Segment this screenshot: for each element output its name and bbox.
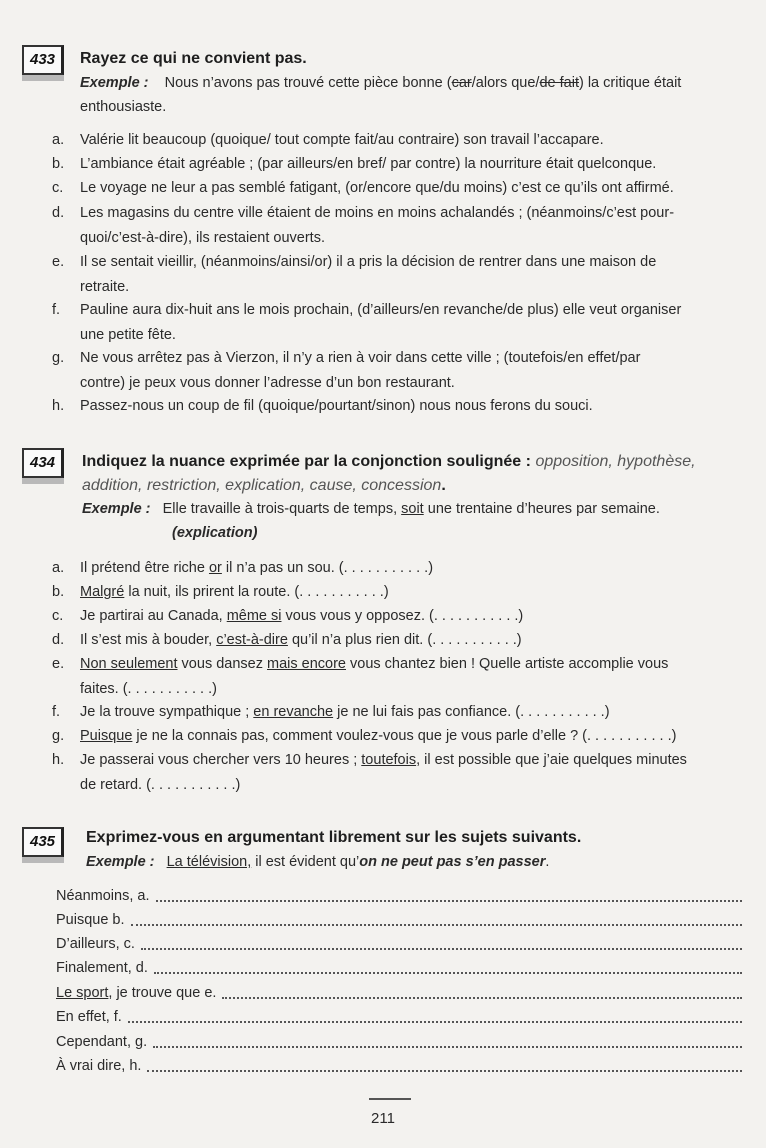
item-text: il n’a pas un sou. — [221, 560, 339, 576]
list-item — [52, 128, 752, 153]
item-text: Je la trouve sympathique ; — [80, 704, 254, 720]
answer-blank[interactable]: (. . . . . . . . . . .) — [146, 776, 241, 793]
list-item — [52, 176, 752, 201]
answer-line[interactable] — [56, 932, 746, 957]
item-text: Les magasins du centre ville étaient de moins en moins achalandés ; (néanmoins/c’est pour- — [80, 205, 675, 221]
dotted-line — [128, 1005, 742, 1023]
item-text: vous chantez bien ! Quelle artiste accomplie vous — [346, 656, 669, 672]
answer-blank[interactable]: (. . . . . . . . . . .) — [427, 632, 522, 648]
dotted-line — [131, 908, 742, 926]
item-letter: b. — [52, 156, 65, 172]
answer-blank[interactable]: (. . . . . . . . . . .) — [338, 560, 434, 576]
underlined-conjunction: or — [208, 560, 222, 576]
page-number-rule — [369, 1098, 411, 1100]
list-item — [52, 298, 752, 347]
page-number: 211 — [371, 1110, 395, 1127]
item-text: Il s’est mis à bouder, — [80, 632, 217, 648]
item-letter: d. — [52, 632, 65, 648]
underlined-conjunction: même si — [226, 608, 282, 624]
underlined-conjunction: toutefois — [361, 752, 417, 768]
item-text: , il est possible que j’aie quelques minutes — [416, 752, 687, 768]
exercise-number-badge: 435 — [22, 827, 64, 857]
item-letter: f. — [52, 704, 61, 720]
item-text: Le voyage ne leur a pas semblé fatigant, (or/encore que/du moins) c’est ce qu’ils ont affirmé. — [80, 180, 674, 196]
item-letter: h. — [52, 752, 65, 768]
dotted-line — [141, 932, 742, 950]
answer-line[interactable] — [56, 956, 746, 981]
item-text: je ne la connais pas, comment voulez-vous que je vous parle d’elle ? — [132, 728, 583, 744]
item-text: L’ambiance était agréable ; (par ailleurs/en bref/ par contre) la nourriture était quelconque. — [80, 156, 657, 172]
item-text: la nuit, ils prirent la route. — [124, 584, 295, 600]
answer-blank[interactable]: (. . . . . . . . . . .) — [122, 680, 217, 697]
underlined-conjunction: c’est-à-dire — [216, 632, 288, 648]
item-text: quoi/c’est-à-dire), ils restaient ouverts. — [80, 229, 325, 246]
answer-line[interactable] — [56, 884, 746, 909]
instruction-options: opposition, hypothèse, — [535, 453, 696, 470]
instruction-options: addition, restriction, explication, cause, concession — [82, 477, 442, 494]
answer-blank[interactable]: (. . . . . . . . . . .) — [429, 608, 524, 624]
exercise-number-badge: 433 — [22, 45, 64, 75]
example-text: . — [545, 854, 550, 870]
example-text: il est évident qu’ — [251, 854, 360, 870]
answer-line[interactable] — [56, 1030, 746, 1055]
dotted-line — [147, 1054, 742, 1072]
list-item — [52, 201, 752, 250]
answer-lead: Puisque b. — [56, 912, 125, 928]
underlined-conjunction: Non seulement — [80, 656, 178, 672]
list-item — [52, 250, 752, 299]
underlined-topic: Le sport — [56, 985, 109, 1001]
answer-blank[interactable]: (. . . . . . . . . . .) — [582, 728, 677, 744]
answer-line[interactable] — [56, 908, 746, 933]
item-text: de retard. — [80, 776, 147, 793]
struck-word: de fait — [539, 75, 579, 91]
answer-line[interactable] — [56, 981, 746, 1006]
underlined-conjunction: soit — [401, 501, 424, 517]
list-item — [52, 394, 752, 419]
underlined-conjunction: mais encore — [267, 656, 346, 672]
list-item — [52, 580, 752, 605]
exercise-instruction — [82, 450, 752, 498]
example-line — [82, 497, 752, 522]
list-item — [52, 700, 752, 725]
item-text: Ne vous arrêtez pas à Vierzon, il n’y a rien à voir dans cette ville ; (toutefois/en effet/par — [80, 350, 641, 366]
dotted-line — [156, 884, 743, 902]
item-letter: h. — [52, 398, 65, 414]
example-answer: (explication) — [172, 525, 258, 541]
item-letter: c. — [52, 608, 64, 624]
example-text: une trentaine d’heures par semaine. — [427, 501, 660, 517]
answer-lead: D’ailleurs, c. — [56, 936, 135, 952]
list-item — [52, 604, 752, 629]
item-text: une petite fête. — [80, 326, 176, 343]
answer-line[interactable] — [56, 1005, 746, 1030]
list-item — [52, 748, 752, 797]
example-text: Elle travaille à trois-quarts de temps, — [162, 501, 398, 517]
answer-lead: Néanmoins, a. — [56, 888, 150, 904]
example-label: Exemple : — [86, 854, 155, 870]
item-letter: g. — [52, 728, 65, 744]
example-line-continued: enthousiaste. — [80, 99, 167, 115]
example-text: /alors que/ — [471, 75, 540, 91]
item-text: Il prétend être riche — [80, 560, 209, 576]
item-letter: a. — [52, 560, 65, 576]
item-text: Pauline aura dix-huit ans le mois prochain, (d’ailleurs/en revanche/de plus) elle veut organiser — [80, 302, 682, 318]
answer-line[interactable] — [56, 1054, 746, 1079]
underlined-topic: La télévision, — [166, 854, 252, 870]
dotted-line — [222, 981, 742, 999]
exercise-number-badge: 434 — [22, 448, 64, 478]
item-letter: g. — [52, 350, 65, 366]
item-letter: f. — [52, 302, 61, 318]
list-item — [52, 652, 752, 701]
answer-lead: En effet, f. — [56, 1009, 122, 1025]
answer-blank[interactable]: (. . . . . . . . . . .) — [294, 584, 389, 600]
underlined-conjunction: en revanche — [253, 704, 334, 720]
item-text: vous vous y opposez. — [281, 608, 429, 624]
instruction-end: . — [441, 477, 446, 494]
exercise-instruction: Exprimez-vous en argumentant librement sur les sujets suivants. — [86, 829, 582, 846]
example-label: Exemple : — [80, 75, 149, 91]
item-letter: d. — [52, 205, 65, 221]
item-text: Il se sentait vieillir, (néanmoins/ainsi/or) il a pris la décision de rentrer dans une maison de — [80, 254, 657, 270]
item-text: Je partirai au Canada, — [80, 608, 227, 624]
item-letter: e. — [52, 656, 65, 672]
answer-lead: Finalement, d. — [56, 960, 148, 976]
item-text: contre) je peux vous donner l’adresse d’un bon restaurant. — [80, 374, 455, 391]
struck-word: car — [451, 75, 472, 91]
item-text: Je passerai vous chercher vers 10 heures ; — [80, 752, 362, 768]
list-item — [52, 724, 760, 749]
answer-lead: Cependant, g. — [56, 1034, 148, 1050]
answer-lead: À vrai dire, h. — [56, 1058, 142, 1074]
item-text: je ne lui fais pas confiance. — [333, 704, 516, 720]
dotted-line — [154, 956, 742, 974]
item-letter: a. — [52, 132, 65, 148]
item-letter: b. — [52, 584, 65, 600]
list-item — [52, 628, 752, 653]
example-emphasis: on ne peut pas s’en passer — [359, 854, 546, 870]
list-item — [52, 556, 752, 581]
exercise-instruction: Rayez ce qui ne convient pas. — [80, 50, 307, 67]
answer-blank[interactable]: (. . . . . . . . . . .) — [515, 704, 610, 720]
dotted-line — [153, 1030, 742, 1048]
item-text: vous dansez — [177, 656, 268, 672]
item-letter: e. — [52, 254, 65, 270]
example-text: ) la critique était — [578, 75, 682, 91]
example-label: Exemple : — [82, 501, 151, 517]
underlined-conjunction: Malgré — [80, 584, 125, 600]
example-text: Nous n’avons pas trouvé cette pièce bonne ( — [164, 75, 452, 91]
item-text: Valérie lit beaucoup (quoique/ tout compte fait/au contraire) son travail l’accapare. — [80, 132, 604, 148]
item-text: Passez-nous un coup de fil (quoique/pourtant/sinon) nous nous ferons du souci. — [80, 398, 593, 414]
example-line — [86, 850, 746, 875]
item-text: faites. — [80, 680, 123, 697]
instruction-text: Indiquez la nuance exprimée par la conjonction soulignée : — [82, 453, 531, 470]
item-letter: c. — [52, 180, 64, 196]
example-line — [80, 71, 750, 96]
answer-lead: , je trouve que e. — [108, 985, 217, 1001]
underlined-conjunction: Puisque — [80, 728, 133, 744]
item-text: retraite. — [80, 278, 130, 295]
list-item — [52, 152, 752, 177]
list-item — [52, 346, 752, 395]
item-text: qu’il n’a plus rien dit. — [287, 632, 428, 648]
